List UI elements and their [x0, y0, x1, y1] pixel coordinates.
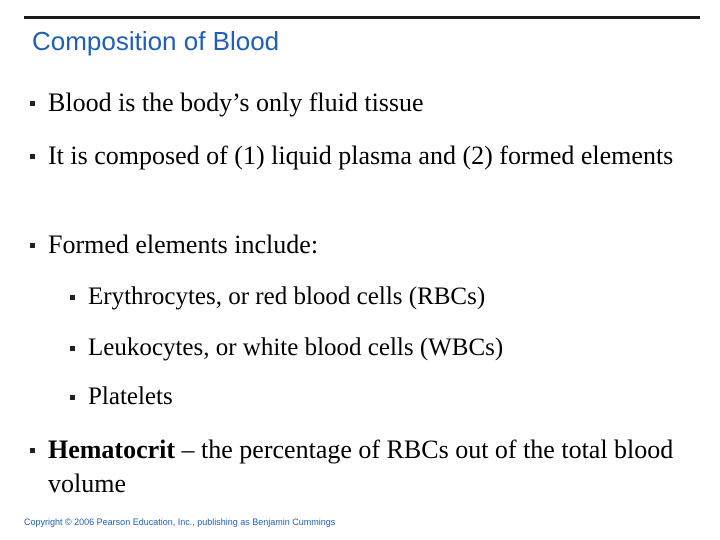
sub-bullet-text: Leukocytes, or white blood cells (WBCs) — [88, 334, 504, 361]
sub-bullet-text: Erythrocytes, or red blood cells (RBCs) — [88, 283, 486, 310]
square-bullet-icon — [30, 448, 35, 453]
sub-bullet-item — [70, 380, 688, 414]
bullet-text: Blood is the body’s only fluid tissue — [48, 88, 424, 117]
sub-bullet-text: Platelets — [88, 383, 173, 410]
square-bullet-icon — [30, 154, 35, 159]
copyright-footer: Copyright © 2006 Pearson Education, Inc., publishing as Benjamin Cummings — [24, 517, 336, 527]
bullet-text: Formed elements include: — [48, 230, 319, 259]
square-bullet-icon — [30, 101, 35, 106]
bullet-item — [30, 433, 688, 501]
bullet-item — [30, 86, 688, 120]
bullet-text: It is composed of (1) liquid plasma and (2) formed elements — [48, 141, 674, 170]
bullet-item — [30, 139, 688, 173]
sub-bullet-item — [70, 280, 688, 314]
hematocrit-term: Hematocrit — [48, 435, 176, 464]
top-rule — [24, 16, 700, 19]
slide-title: Composition of Blood — [32, 26, 280, 56]
hematocrit-definition: – the percentage of RBCs out of the total blood volume — [48, 435, 674, 498]
bullet-item — [30, 228, 688, 262]
square-bullet-icon — [70, 395, 75, 400]
sub-bullet-item — [70, 331, 688, 365]
bullet-text — [48, 433, 688, 501]
square-bullet-icon — [70, 295, 75, 300]
square-bullet-icon — [30, 243, 35, 248]
square-bullet-icon — [70, 346, 75, 351]
